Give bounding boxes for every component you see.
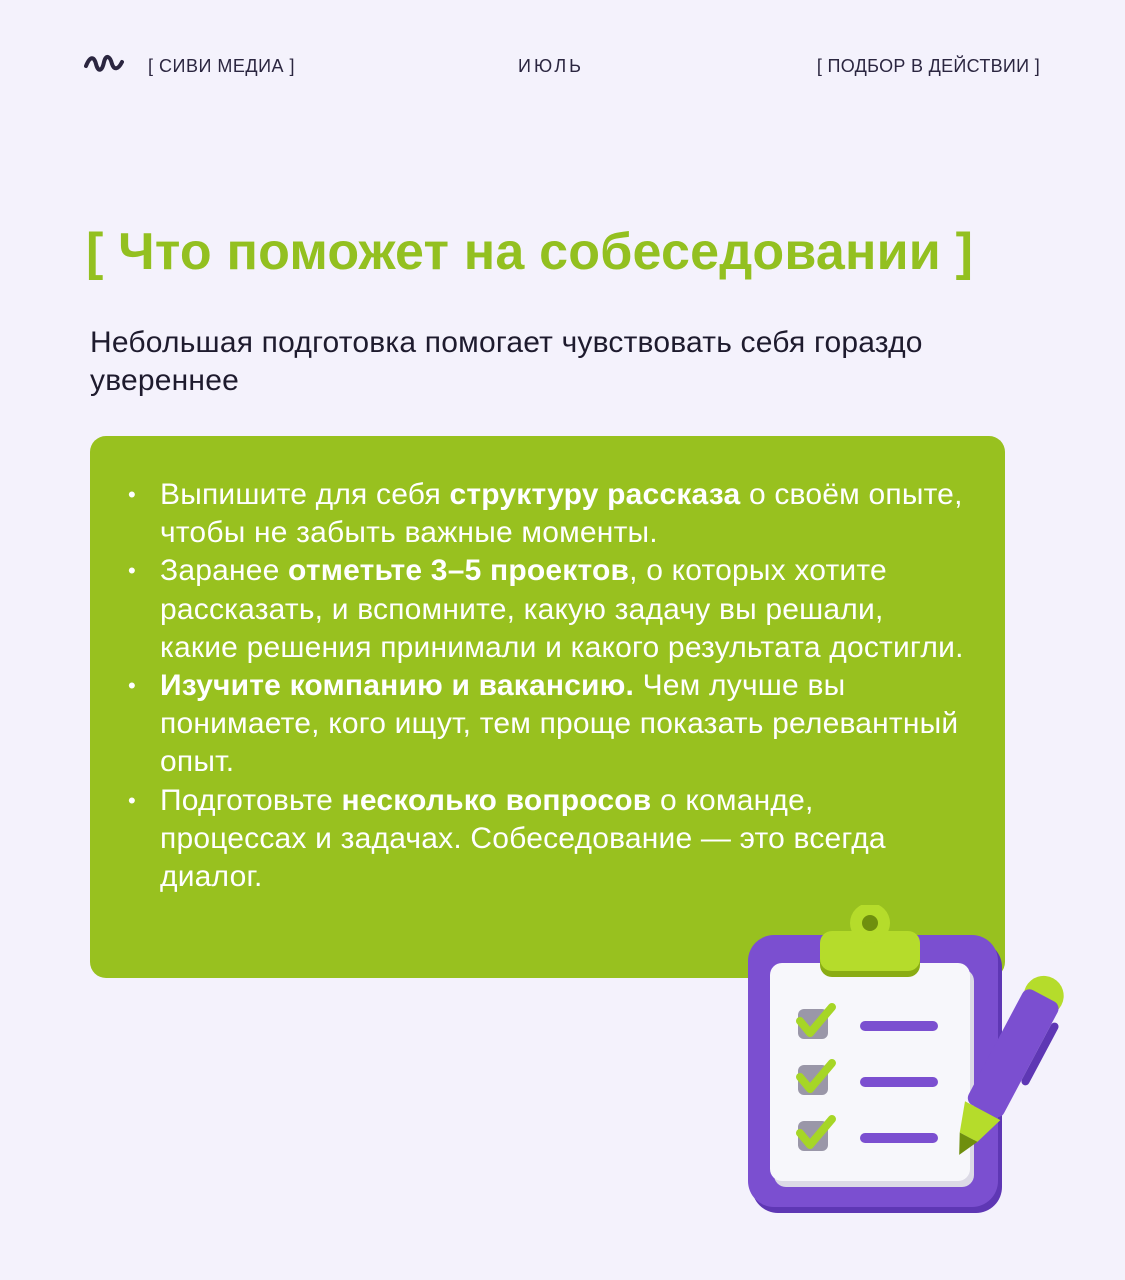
list-item: • Заранее отметьте 3–5 проектов, о которых хотите рассказать, и вспомните, какую задачу вы решали, какие решения принимали и какого результата достигли.	[160, 552, 965, 667]
page-subtitle: Небольшая подготовка помогает чувствовать себя гораздо увереннее	[90, 326, 923, 397]
page-title: [ Что поможет на собеседовании ]	[86, 223, 974, 281]
list-item: • Изучите компанию и вакансию. Чем лучше вы понимаете, кого ищут, тем проще показать релевантный опыт.	[160, 667, 965, 782]
tips-card	[90, 436, 1005, 978]
top-bar	[84, 52, 1044, 82]
section-label: [ ПОДБОР В ДЕЙСТВИИ ]	[816, 56, 1040, 76]
list-item: • Подготовьте несколько вопросов о команде, процессах и задачах. Собеседование — это всегда диалог.	[160, 782, 965, 897]
tips-list	[90, 436, 1005, 896]
month-label: ИЮЛЬ	[518, 56, 584, 76]
list-item: • Выпишите для себя структуру рассказа о своём опыте, чтобы не забыть важные моменты.	[160, 476, 965, 552]
clipboard-checklist-icon	[740, 905, 1070, 1225]
wave-logo-icon	[84, 52, 124, 76]
brand-name: [ СИВИ МЕДИА ]	[148, 56, 296, 76]
